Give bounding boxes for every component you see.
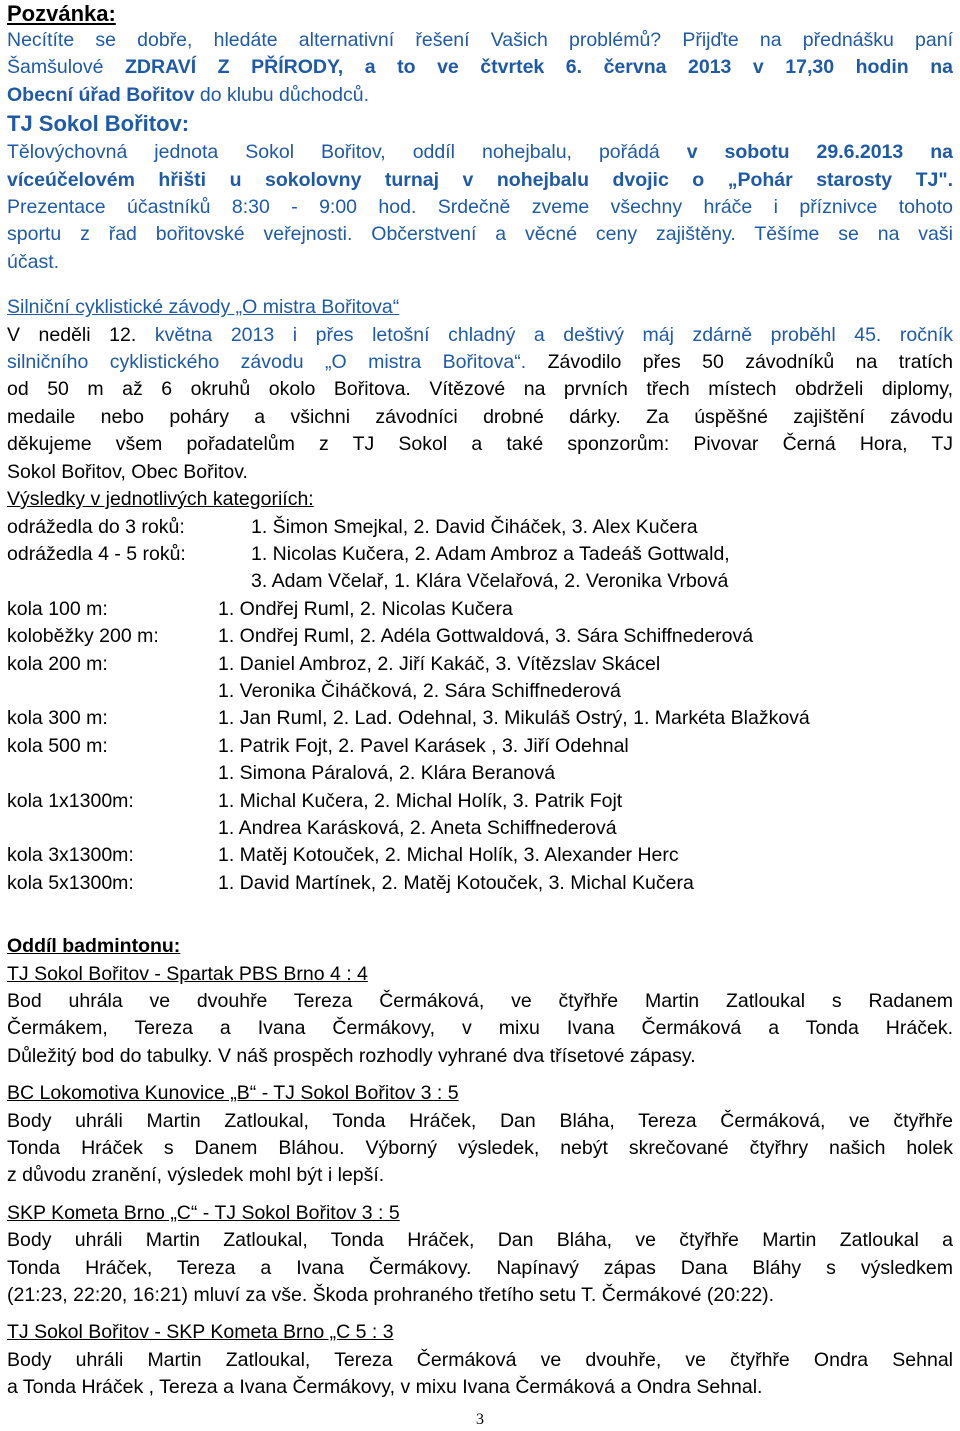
sokol-line-2: víceúčelovém hřišti u sokolovny turnaj v nohejbalu dvojic o „Pohár starosty TJ". xyxy=(7,168,953,191)
result-row xyxy=(7,514,953,541)
result-names: 3. Adam Včelař, 1. Klára Včelařová, 2. Veronika Vrbová xyxy=(251,570,729,593)
cycling-line-4b: Za úspěšné zajištění závodu xyxy=(620,405,953,428)
result-row xyxy=(7,870,953,897)
result-row xyxy=(7,705,953,732)
match-1-line-1: Bod uhrála ve dvouhře Tereza Čermáková, ve čtyřhře Martin Zatloukal s Radanem xyxy=(7,990,953,1012)
match-3-title: SKP Kometa Brno „C“ - TJ Sokol Bořitov 3 : 5 xyxy=(7,1201,400,1224)
result-row xyxy=(7,651,953,678)
result-category: kola 500 m: xyxy=(7,734,108,757)
result-names: 1. Daniel Ambroz, 2. Jiří Kakáč, 3. Vítězslav Skácel xyxy=(218,652,661,675)
result-category: kola 1x1300m: xyxy=(7,789,134,812)
match-3-line-2: Tonda Hráček, Tereza a Ivana Čermákovy. Napínavý zápas Dana Bláhy s výsledkem xyxy=(7,1256,953,1279)
result-row xyxy=(7,815,953,842)
result-names: 1. Šimon Smejkal, 2. David Čiháček, 3. Alex Kučera xyxy=(251,515,698,538)
sokol-line-4a: sportu z řad bořitovské veřejnosti. xyxy=(7,223,353,246)
invite-line-1: Necítíte se dobře, hledáte alternativní řešení Vašich problémů? Přijďte na přednášku paní xyxy=(7,29,953,51)
invite-line-2 xyxy=(7,54,953,81)
result-row xyxy=(7,541,953,568)
match-1-line-2: Čermákem, Tereza a Ivana Čermákovy, v mixu Ivana Čermáková a Tonda Hráček. xyxy=(7,1017,953,1040)
match-2-line-2: Tonda Hráček s Danem Bláhou. Výborný výsledek, nebýt skrečované čtyřhry našich holek xyxy=(7,1137,953,1160)
page-number: 3 xyxy=(476,1411,484,1428)
invite-line-2b: ZDRAVÍ Z PŘÍRODY, a to ve čtvrtek 6. června 2013 v 17,30 hodin na xyxy=(125,56,953,79)
result-row xyxy=(7,568,953,595)
result-category: koloběžky 200 m: xyxy=(7,625,159,648)
cycling-heading: Silniční cyklistické závody „O mistra Bořitova“ xyxy=(7,296,400,319)
cycling-line-1 xyxy=(7,322,953,349)
match-3-line-1: Body uhráli Martin Zatloukal, Tonda Hráček, Dan Bláha, ve čtyřhře Martin Zatloukal a xyxy=(7,1229,953,1252)
sokol-line-4b: Občerstvení a věcné ceny zajištěny. xyxy=(352,223,736,246)
cycling-line-2a: silničního cyklistického závodu „O mistra Bořitova“. xyxy=(7,351,527,374)
cycling-line-4a: medaile nebo poháry a všichni závodníci drobné dárky. xyxy=(7,405,621,428)
result-category: kola 5x1300m: xyxy=(7,871,134,894)
match-4-line-1: Body uhráli Martin Zatloukal, Tereza Čermáková ve dvouhře, ve čtyřhře Ondra Sehnal xyxy=(7,1348,953,1371)
cycling-line-1a: V neděli 12. xyxy=(7,323,137,346)
result-row xyxy=(7,678,953,705)
sokol-line-4 xyxy=(7,221,953,248)
match-2-line-1: Body uhráli Martin Zatloukal, Tonda Hráček, Dan Bláha, Tereza Čermáková, ve čtyřhře xyxy=(7,1109,953,1132)
result-category: kola 3x1300m: xyxy=(7,844,134,867)
document-page xyxy=(7,0,953,1402)
result-names: 1. Matěj Kotouček, 2. Michal Holík, 3. Alexander Herc xyxy=(218,844,679,867)
results-table xyxy=(7,514,953,898)
result-category xyxy=(7,760,218,787)
cycling-line-4 xyxy=(7,404,953,431)
result-names: 1. Michal Kučera, 2. Michal Holík, 3. Patrik Fojt xyxy=(218,789,623,812)
result-category: kola 100 m: xyxy=(7,597,108,620)
result-names: 1. Ondřej Ruml, 2. Adéla Gottwaldová, 3. Sára Schiffnederová xyxy=(218,625,754,648)
cycling-line-3: od 50 m až 6 okruhů okolo Bořitova. Vítězové na prvních třech místech obdrželi diplomy, xyxy=(7,378,953,401)
match-4-line-2: a Tonda Hráček , Tereza a Ivana Čermákovy, v mixu Ivana Čermáková a Ondra Sehnal. xyxy=(7,1376,763,1399)
result-names: 1. David Martínek, 2. Matěj Kotouček, 3. Michal Kučera xyxy=(218,871,694,894)
result-category xyxy=(7,815,218,842)
sokol-line-3a: Prezentace účastníků 8:30 - 9:00 hod. xyxy=(7,196,417,219)
sokol-line-1 xyxy=(7,139,953,166)
sokol-line-4c: Těšíme se na vaši xyxy=(735,223,953,246)
result-category xyxy=(7,678,218,705)
result-category: kola 200 m: xyxy=(7,652,108,675)
result-row xyxy=(7,596,953,623)
match-1-line-3: Důležitý bod do tabulky. V náš prospěch rozhodly vyhrané dva třísetové zápasy. xyxy=(7,1044,696,1067)
badminton-heading: Oddíl badmintonu: xyxy=(7,935,181,958)
invite-line-3 xyxy=(7,82,953,109)
result-row xyxy=(7,842,953,869)
cycling-line-2 xyxy=(7,349,953,376)
result-names: 1. Patrik Fojt, 2. Pavel Karásek , 3. Jiří Odehnal xyxy=(218,734,629,757)
cycling-line-2b: Závodilo přes 50 závodníků na tratích xyxy=(526,351,953,374)
cycling-line-1b: května 2013 i přes letošní chladný a deštivý máj zdárně proběhl 45. ročník xyxy=(136,323,953,346)
result-category xyxy=(7,568,251,595)
result-names: 1. Veronika Čiháčková, 2. Sára Schiffnederová xyxy=(218,679,621,702)
result-names: 1. Andrea Karásková, 2. Aneta Schiffnederová xyxy=(218,816,617,839)
sokol-line-5: účast. xyxy=(7,250,60,273)
match-4-title: TJ Sokol Bořitov - SKP Kometa Brno „C 5 : 3 xyxy=(7,1321,394,1344)
result-row xyxy=(7,788,953,815)
result-row xyxy=(7,733,953,760)
sokol-line-3b: Srdečně zveme všechny hráče i příznivce tohoto xyxy=(416,196,953,219)
sokol-line-1a: Tělovýchovná jednota Sokol Bořitov, oddíl nohejbalu, pořádá xyxy=(7,141,687,164)
result-row xyxy=(7,760,953,787)
match-3-line-3: (21:23, 22:20, 16:21) mluví za vše. Škoda prohraného třetího setu T. Čermákové (20:22). xyxy=(7,1284,775,1307)
invite-line-3a: Obecní úřad Bořitov xyxy=(7,83,195,106)
sokol-heading: TJ Sokol Bořitov: xyxy=(7,111,190,137)
match-1-title: TJ Sokol Bořitov - Spartak PBS Brno 4 : 4 xyxy=(7,962,368,985)
result-names: 1. Simona Páralová, 2. Klára Beranová xyxy=(218,762,556,785)
result-category: odrážedla do 3 roků: xyxy=(7,515,185,538)
result-category: odrážedla 4 - 5 roků: xyxy=(7,542,186,565)
sokol-line-3 xyxy=(7,194,953,221)
invite-heading: Pozvánka: xyxy=(7,1,116,26)
invite-line-2a: Šamšulové xyxy=(7,56,125,79)
cycling-line-6: Sokol Bořitov, Obec Bořitov. xyxy=(7,460,248,483)
match-2-title: BC Lokomotiva Kunovice „B“ - TJ Sokol Bořitov 3 : 5 xyxy=(7,1082,459,1105)
sokol-line-1b: v sobotu 29.6.2013 na xyxy=(686,141,954,164)
match-2-line-3: z důvodu zranění, výsledek mohl být i lepší. xyxy=(7,1164,385,1187)
invite-line-3b: do klubu důchodců. xyxy=(194,83,370,106)
result-category: kola 300 m: xyxy=(7,707,108,730)
cycling-line-5: děkujeme všem pořadatelům z TJ Sokol a také sponzorům: Pivovar Černá Hora, TJ xyxy=(7,433,953,456)
result-names: 1. Ondřej Ruml, 2. Nicolas Kučera xyxy=(218,597,513,620)
result-names: 1. Nicolas Kučera, 2. Adam Ambroz a Tadeáš Gottwald, xyxy=(251,542,730,565)
result-row xyxy=(7,623,953,650)
results-heading: Výsledky v jednotlivých kategoriích: xyxy=(7,488,314,511)
result-names: 1. Jan Ruml, 2. Lad. Odehnal, 3. Mikuláš Ostrý, 1. Markéta Blažková xyxy=(218,707,810,730)
